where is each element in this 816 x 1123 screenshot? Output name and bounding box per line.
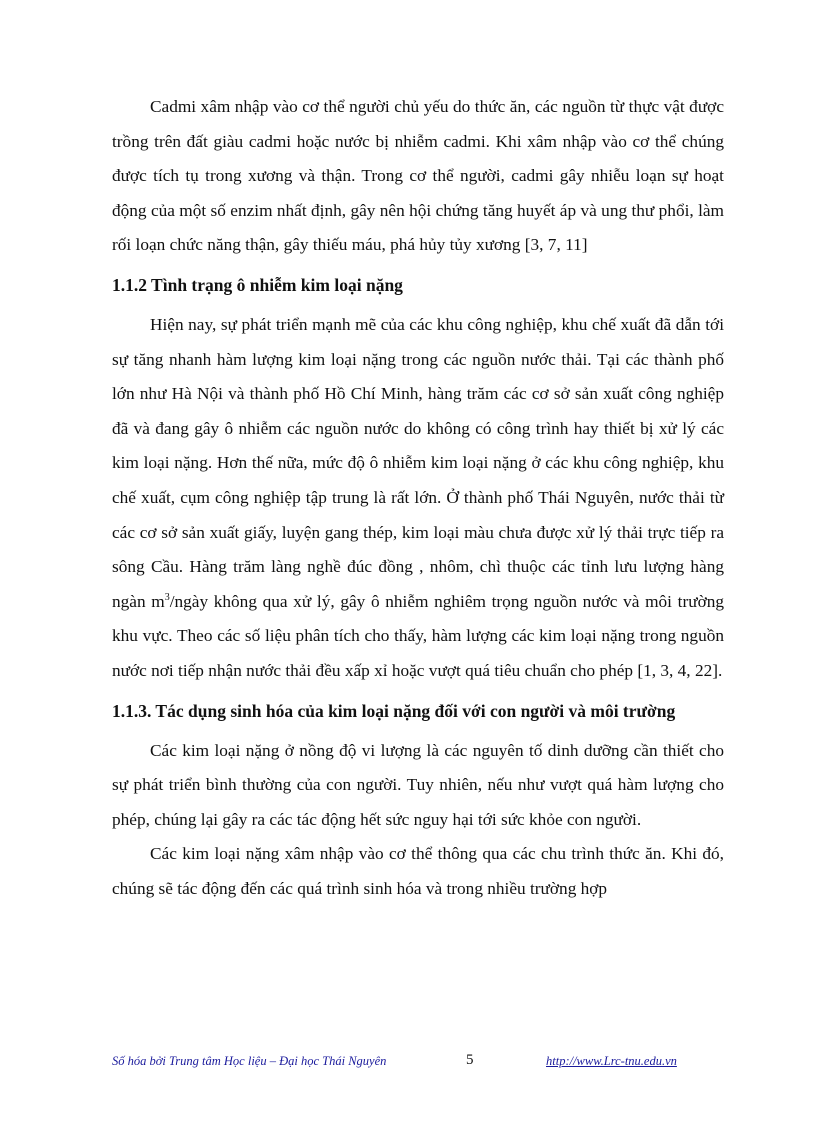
paragraph-pollution-status bbox=[112, 308, 724, 689]
footer-digitized-by: Số hóa bởi Trung tâm Học liệu – Đại học Thái Nguyên bbox=[112, 1054, 387, 1068]
superscript-cubic: 3 bbox=[164, 591, 170, 603]
document-body bbox=[112, 90, 724, 906]
paragraph-cadmium-intake: Cadmi xâm nhập vào cơ thể người chủ yếu do thức ăn, các nguồn từ thực vật được trồng trên đất giàu cadmi hoặc nước bị nhiễm cadmi. Khi xâm nhập vào cơ thể chúng được tích tụ trong xương và thận. Trong cơ thể người, cadmi gây nhiễu loạn sự hoạt động của một số enzim nhất định, gây nên hội chứng tăng huyết áp và ung thư phổi, làm rối loạn chức năng thận, gây thiếu máu, phá hủy tủy xương [3, 7, 11] bbox=[112, 97, 724, 255]
paragraph-text-part: Hiện nay, sự phát triển mạnh mẽ của các khu công nghiệp, khu chế xuất đã dẫn tới sự tăng nhanh hàm lượng kim loại nặng trong các nguồn nước thải. Tại các thành phố lớn như Hà Nội và thành phố Hồ Chí Minh, hàng trăm các cơ sở sản xuất công nghiệp đã và đang gây ô nhiễm các nguồn nước do không có công trình hay thiết bị xử lý các kim loại nặng. Hơn thế nữa, mức độ ô nhiễm kim loại nặng ở các khu công nghiệp, khu chế xuất, cụm công nghiệp tập trung là rất lớn. Ở thành phố Thái Nguyên, nước thải từ các cơ sở sản xuất giấy, luyện gang thép, kim loại màu chưa được xử lý thải trực tiếp ra sông Cầu. Hàng trăm làng nghề đúc đồng , nhôm, chì thuộc các tỉnh lưu lượng hàng ngàn m bbox=[112, 314, 724, 611]
paragraph-trace-elements: Các kim loại nặng ở nồng độ vi lượng là các nguyên tố dinh dưỡng cần thiết cho sự phát triển bình thường của con người. Tuy nhiên, nếu như vượt quá hàm lượng cho phép, chúng lại gây ra các tác động hết sức nguy hại tới sức khỏe con người. bbox=[112, 740, 724, 829]
paragraph-text-part: /ngày không qua xử lý, gây ô nhiễm nghiêm trọng nguồn nước và môi trường khu vực. Theo các số liệu phân tích cho thấy, hàm lượng các kim loại nặng trong nguồn nước nơi tiếp nhận nước thải đều xấp xỉ hoặc vượt quá tiêu chuẩn cho phép [1, 3, 4, 22]. bbox=[112, 591, 724, 680]
page-footer bbox=[112, 1054, 724, 1074]
section-heading-1-1-3: 1.1.3. Tác dụng sinh hóa của kim loại nặng đối với con người và môi trường bbox=[112, 700, 676, 721]
page-number: 5 bbox=[466, 1052, 474, 1068]
paragraph-food-chain: Các kim loại nặng xâm nhập vào cơ thể thông qua các chu trình thức ăn. Khi đó, chúng sẽ tác động đến các quá trình sinh hóa và trong nhiều trường hợp bbox=[112, 844, 724, 898]
footer-website-link[interactable]: http://www.Lrc-tnu.edu.vn bbox=[546, 1054, 677, 1068]
section-heading-1-1-2: 1.1.2 Tình trạng ô nhiễm kim loại nặng bbox=[112, 274, 403, 295]
